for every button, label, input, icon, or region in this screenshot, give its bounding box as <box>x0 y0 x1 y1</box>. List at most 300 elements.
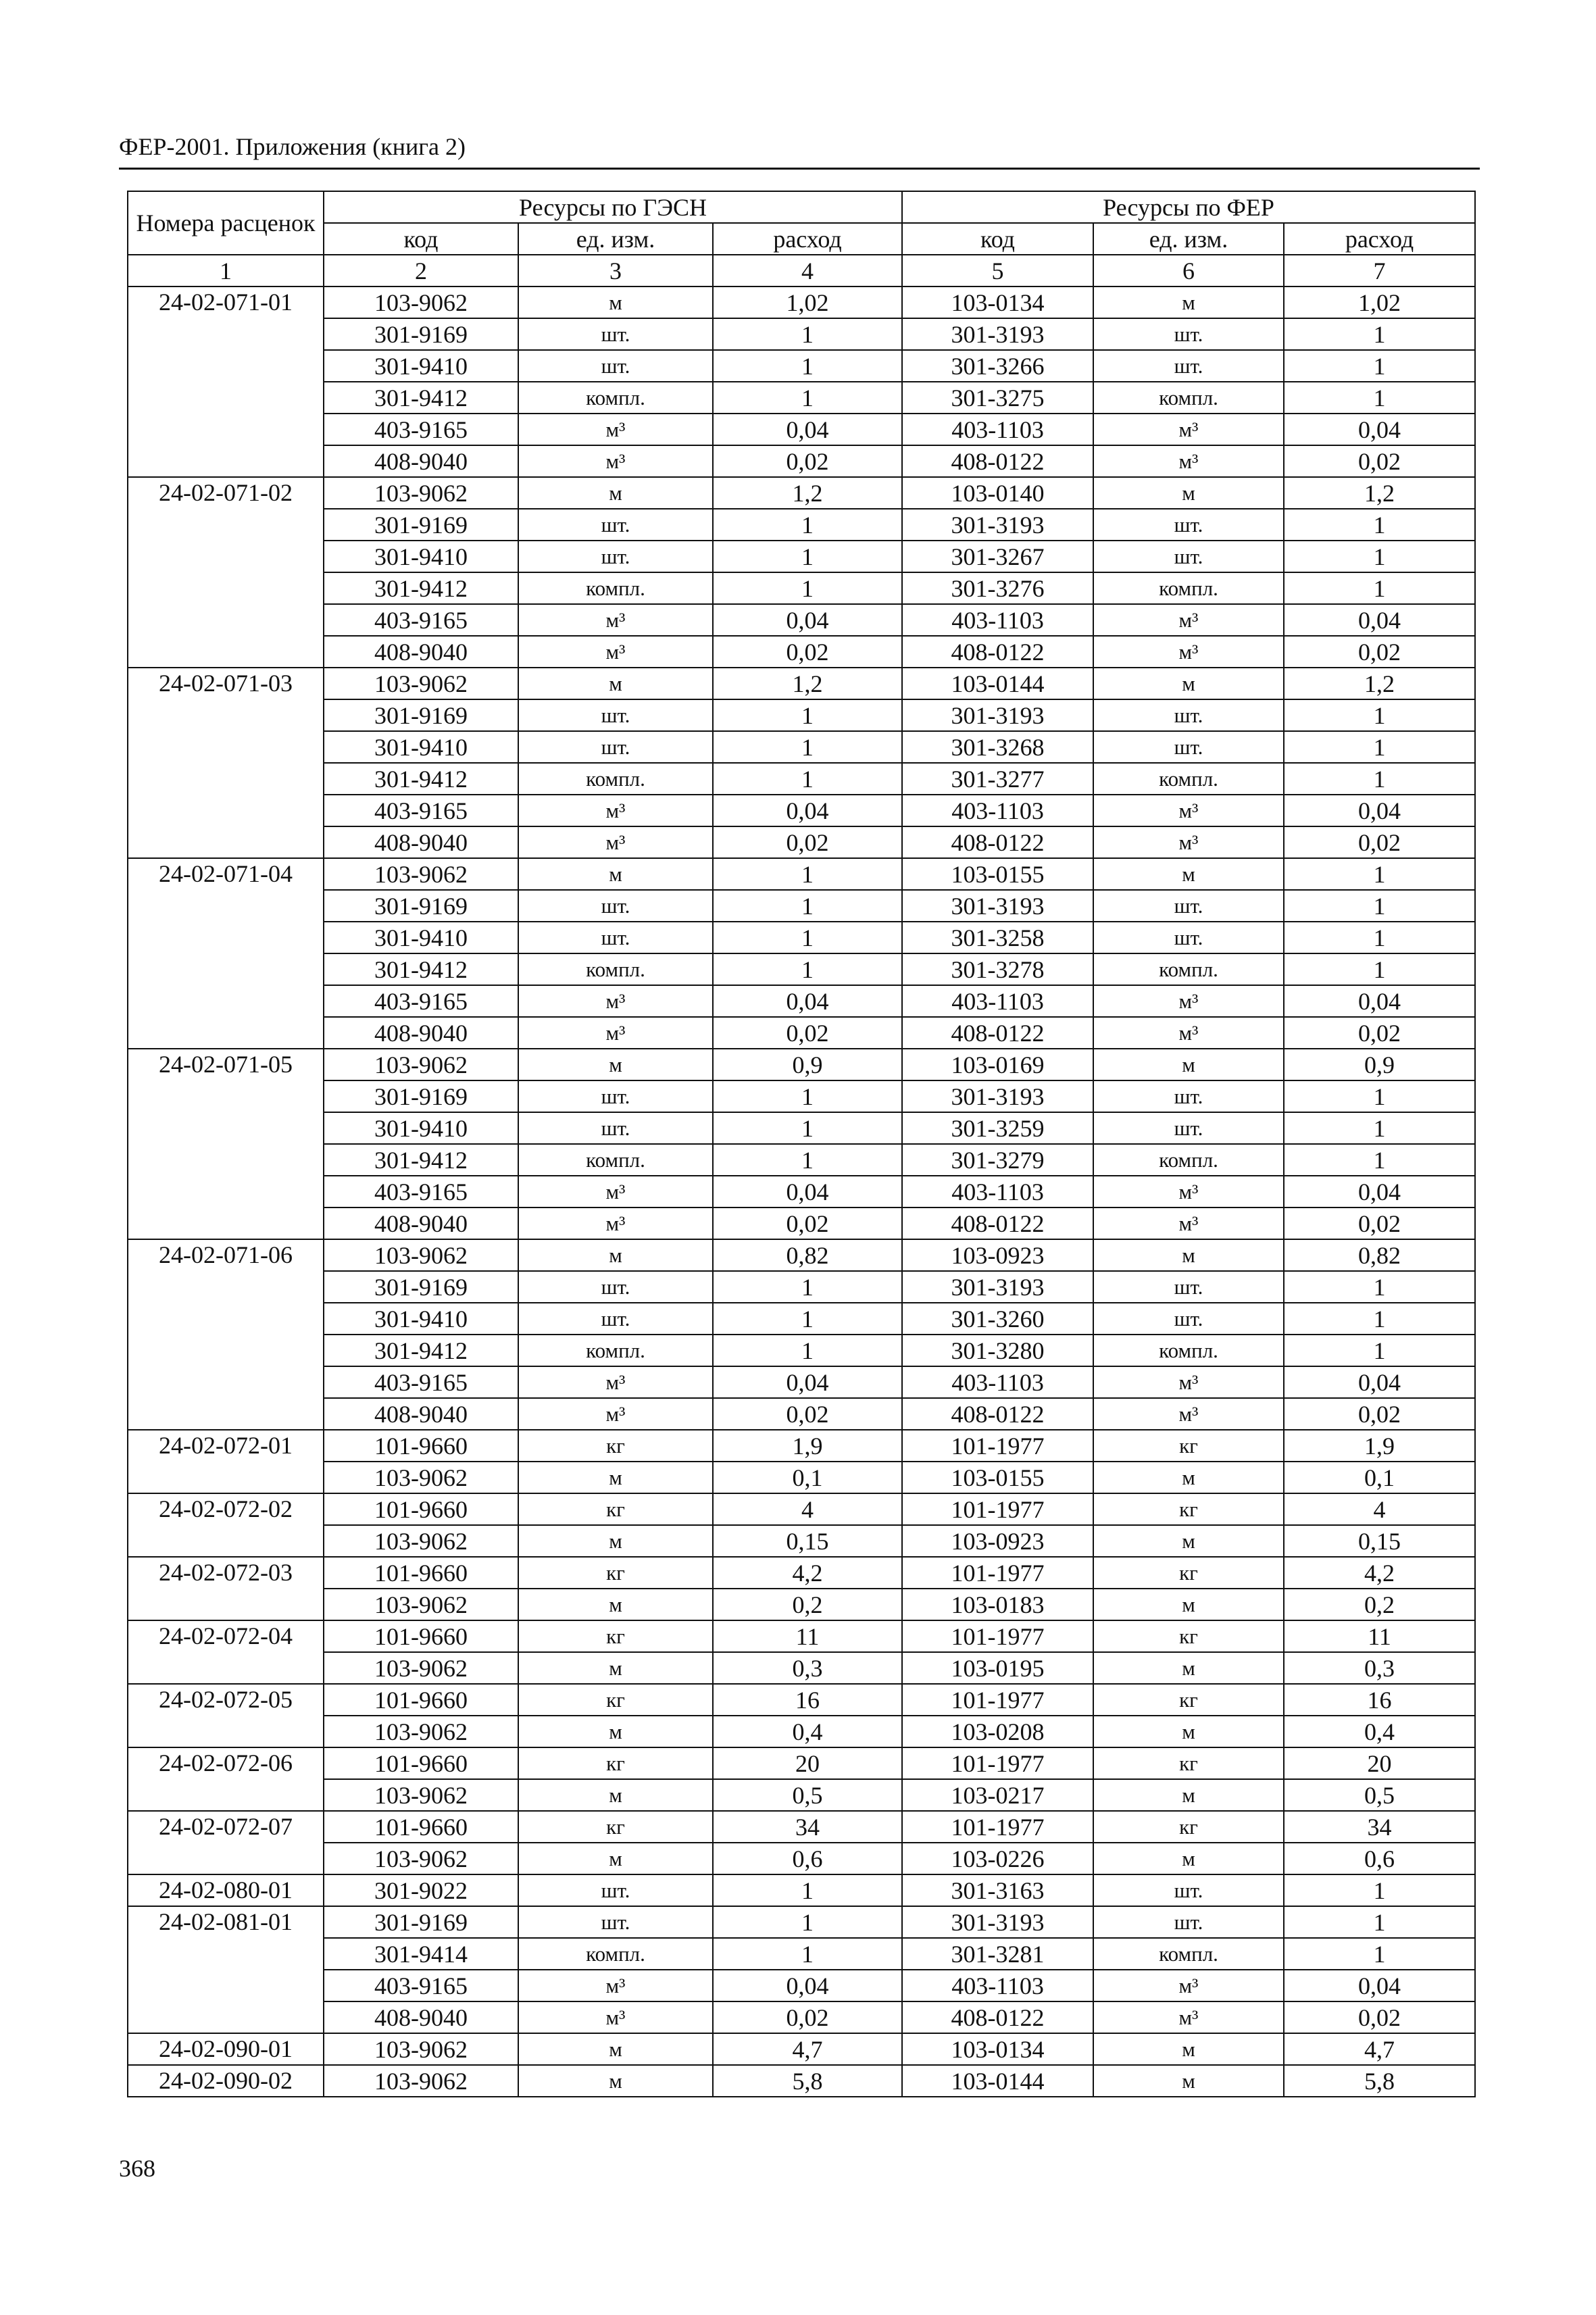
fer-qty-cell: 1 <box>1284 1303 1475 1335</box>
fer-qty-cell: 0,02 <box>1284 1208 1475 1239</box>
fer-code-cell: 301-3259 <box>902 1112 1093 1144</box>
gesn-unit-cell: м <box>518 668 713 699</box>
gesn-code-cell: 103-9062 <box>324 1239 518 1271</box>
gesn-code-cell: 403-9165 <box>324 795 518 826</box>
gesn-unit-cell: м <box>518 287 713 318</box>
col-gesn-unit: ед. изм. <box>518 223 713 255</box>
col-gesn-qty: расход <box>713 223 902 255</box>
gesn-qty-cell: 1 <box>713 318 902 350</box>
gesn-unit-cell: м³ <box>518 414 713 445</box>
fer-qty-cell: 0,04 <box>1284 1366 1475 1398</box>
fer-code-cell: 101-1977 <box>902 1747 1093 1779</box>
gesn-qty-cell: 1 <box>713 1874 902 1906</box>
gesn-code-cell: 301-9412 <box>324 1335 518 1366</box>
fer-code-cell: 301-3258 <box>902 922 1093 953</box>
fer-code-cell: 408-0122 <box>902 826 1093 858</box>
fer-unit-cell: м³ <box>1093 1366 1284 1398</box>
rate-number-cell: 24-02-072-05 <box>128 1684 324 1747</box>
gesn-code-cell: 301-9410 <box>324 541 518 572</box>
gesn-code-cell: 301-9169 <box>324 1906 518 1938</box>
fer-unit-cell: шт. <box>1093 541 1284 572</box>
gesn-unit-cell: м³ <box>518 1970 713 2001</box>
gesn-unit-cell: м <box>518 858 713 890</box>
table-row <box>128 1843 1475 1874</box>
fer-unit-cell: м <box>1093 1843 1284 1874</box>
fer-unit-cell: шт. <box>1093 509 1284 541</box>
fer-code-cell: 408-0122 <box>902 1017 1093 1049</box>
fer-qty-cell: 16 <box>1284 1684 1475 1716</box>
gesn-qty-cell: 0,02 <box>713 826 902 858</box>
gesn-qty-cell: 1,02 <box>713 287 902 318</box>
gesn-qty-cell: 1 <box>713 1112 902 1144</box>
gesn-unit-cell: м³ <box>518 1017 713 1049</box>
gesn-code-cell: 408-9040 <box>324 2001 518 2033</box>
fer-qty-cell: 1,9 <box>1284 1430 1475 1462</box>
fer-qty-cell: 20 <box>1284 1747 1475 1779</box>
gesn-unit-cell: шт. <box>518 1874 713 1906</box>
gesn-qty-cell: 0,4 <box>713 1716 902 1747</box>
gesn-qty-cell: 0,04 <box>713 985 902 1017</box>
rate-number-cell: 24-02-071-04 <box>128 858 324 1049</box>
gesn-unit-cell: компл. <box>518 953 713 985</box>
gesn-code-cell: 103-9062 <box>324 858 518 890</box>
gesn-unit-cell: кг <box>518 1684 713 1716</box>
fer-code-cell: 301-3275 <box>902 382 1093 414</box>
fer-qty-cell: 1,2 <box>1284 668 1475 699</box>
table-head <box>128 191 1475 287</box>
rate-number-cell: 24-02-072-02 <box>128 1493 324 1557</box>
gesn-qty-cell: 0,02 <box>713 636 902 668</box>
fer-qty-cell: 0,02 <box>1284 826 1475 858</box>
table-row <box>128 1176 1475 1208</box>
gesn-unit-cell: м³ <box>518 795 713 826</box>
gesn-unit-cell: шт. <box>518 699 713 731</box>
fer-unit-cell: м <box>1093 2033 1284 2065</box>
gesn-unit-cell: м <box>518 1779 713 1811</box>
table-row <box>128 1335 1475 1366</box>
gesn-qty-cell: 4,7 <box>713 2033 902 2065</box>
gesn-code-cell: 301-9022 <box>324 1874 518 1906</box>
fer-unit-cell: компл. <box>1093 763 1284 795</box>
fer-unit-cell: кг <box>1093 1430 1284 1462</box>
table-row <box>128 287 1475 318</box>
gesn-unit-cell: м <box>518 1652 713 1684</box>
table-row <box>128 1208 1475 1239</box>
gesn-unit-cell: кг <box>518 1620 713 1652</box>
fer-unit-cell: шт. <box>1093 350 1284 382</box>
gesn-qty-cell: 34 <box>713 1811 902 1843</box>
gesn-unit-cell: компл. <box>518 382 713 414</box>
fer-code-cell: 101-1977 <box>902 1684 1093 1716</box>
gesn-unit-cell: шт. <box>518 1271 713 1303</box>
table-row <box>128 985 1475 1017</box>
table-row <box>128 1970 1475 2001</box>
fer-code-cell: 301-3193 <box>902 890 1093 922</box>
gesn-code-cell: 301-9169 <box>324 1271 518 1303</box>
fer-unit-cell: м³ <box>1093 604 1284 636</box>
fer-qty-cell: 0,02 <box>1284 636 1475 668</box>
table-row <box>128 1906 1475 1938</box>
gesn-qty-cell: 1 <box>713 953 902 985</box>
fer-code-cell: 103-0144 <box>902 668 1093 699</box>
gesn-qty-cell: 1 <box>713 731 902 763</box>
gesn-code-cell: 301-9169 <box>324 1080 518 1112</box>
gesn-unit-cell: шт. <box>518 922 713 953</box>
fer-unit-cell: м³ <box>1093 795 1284 826</box>
fer-unit-cell: шт. <box>1093 1906 1284 1938</box>
gesn-code-cell: 301-9412 <box>324 572 518 604</box>
resources-table <box>127 191 1476 2097</box>
gesn-unit-cell: м <box>518 1239 713 1271</box>
gesn-qty-cell: 4 <box>713 1493 902 1525</box>
gesn-unit-cell: шт. <box>518 509 713 541</box>
fer-qty-cell: 0,04 <box>1284 795 1475 826</box>
fer-qty-cell: 1 <box>1284 382 1475 414</box>
gesn-unit-cell: компл. <box>518 572 713 604</box>
gesn-qty-cell: 1,9 <box>713 1430 902 1462</box>
table-row <box>128 1716 1475 1747</box>
fer-qty-cell: 0,3 <box>1284 1652 1475 1684</box>
gesn-qty-cell: 1 <box>713 1938 902 1970</box>
gesn-unit-cell: м <box>518 1462 713 1493</box>
fer-unit-cell: м³ <box>1093 636 1284 668</box>
gesn-qty-cell: 0,9 <box>713 1049 902 1080</box>
gesn-code-cell: 301-9169 <box>324 509 518 541</box>
gesn-qty-cell: 1 <box>713 922 902 953</box>
gesn-code-cell: 103-9062 <box>324 1049 518 1080</box>
fer-unit-cell: м <box>1093 287 1284 318</box>
fer-code-cell: 301-3266 <box>902 350 1093 382</box>
gesn-qty-cell: 0,6 <box>713 1843 902 1874</box>
gesn-code-cell: 103-9062 <box>324 668 518 699</box>
fer-code-cell: 103-0217 <box>902 1779 1093 1811</box>
fer-qty-cell: 11 <box>1284 1620 1475 1652</box>
rate-number-cell: 24-02-090-02 <box>128 2065 324 2097</box>
gesn-unit-cell: шт. <box>518 1080 713 1112</box>
fer-code-cell: 301-3279 <box>902 1144 1093 1176</box>
fer-unit-cell: компл. <box>1093 572 1284 604</box>
gesn-code-cell: 101-9660 <box>324 1620 518 1652</box>
table-row <box>128 1620 1475 1652</box>
gesn-code-cell: 301-9412 <box>324 1144 518 1176</box>
table-row <box>128 953 1475 985</box>
col-number: 2 <box>324 255 518 287</box>
fer-unit-cell: шт. <box>1093 731 1284 763</box>
fer-unit-cell: м <box>1093 1462 1284 1493</box>
gesn-qty-cell: 1 <box>713 1080 902 1112</box>
gesn-code-cell: 103-9062 <box>324 1716 518 1747</box>
gesn-unit-cell: шт. <box>518 350 713 382</box>
gesn-code-cell: 103-9062 <box>324 1589 518 1620</box>
gesn-unit-cell: компл. <box>518 763 713 795</box>
fer-unit-cell: м³ <box>1093 1398 1284 1430</box>
gesn-unit-cell: м <box>518 1716 713 1747</box>
fer-code-cell: 403-1103 <box>902 1366 1093 1398</box>
fer-code-cell: 408-0122 <box>902 1398 1093 1430</box>
col-fer-unit: ед. изм. <box>1093 223 1284 255</box>
col-gesn-code: код <box>324 223 518 255</box>
gesn-unit-cell: м³ <box>518 1208 713 1239</box>
fer-unit-cell: м <box>1093 858 1284 890</box>
gesn-code-cell: 408-9040 <box>324 1398 518 1430</box>
fer-unit-cell: м³ <box>1093 1208 1284 1239</box>
fer-code-cell: 301-3193 <box>902 1271 1093 1303</box>
fer-qty-cell: 0,4 <box>1284 1716 1475 1747</box>
gesn-code-cell: 301-9412 <box>324 953 518 985</box>
fer-qty-cell: 1 <box>1284 1938 1475 1970</box>
gesn-qty-cell: 1 <box>713 1906 902 1938</box>
rate-number-cell: 24-02-080-01 <box>128 1874 324 1906</box>
gesn-unit-cell: кг <box>518 1430 713 1462</box>
table-row <box>128 699 1475 731</box>
fer-qty-cell: 1 <box>1284 541 1475 572</box>
fer-qty-cell: 0,04 <box>1284 1176 1475 1208</box>
gesn-code-cell: 301-9410 <box>324 1303 518 1335</box>
rate-number-cell: 24-02-071-06 <box>128 1239 324 1430</box>
gesn-qty-cell: 0,3 <box>713 1652 902 1684</box>
table-row <box>128 572 1475 604</box>
fer-unit-cell: м <box>1093 1652 1284 1684</box>
gesn-qty-cell: 4,2 <box>713 1557 902 1589</box>
fer-unit-cell: м³ <box>1093 826 1284 858</box>
fer-code-cell: 403-1103 <box>902 1970 1093 2001</box>
fer-code-cell: 103-0923 <box>902 1239 1093 1271</box>
fer-code-cell: 301-3281 <box>902 1938 1093 1970</box>
fer-qty-cell: 1 <box>1284 350 1475 382</box>
fer-unit-cell: м³ <box>1093 2001 1284 2033</box>
fer-qty-cell: 1 <box>1284 509 1475 541</box>
fer-qty-cell: 1 <box>1284 1906 1475 1938</box>
fer-code-cell: 103-0144 <box>902 2065 1093 2097</box>
gesn-qty-cell: 5,8 <box>713 2065 902 2097</box>
gesn-qty-cell: 1 <box>713 890 902 922</box>
gesn-unit-cell: м <box>518 1525 713 1557</box>
gesn-code-cell: 101-9660 <box>324 1747 518 1779</box>
fer-qty-cell: 5,8 <box>1284 2065 1475 2097</box>
fer-code-cell: 103-0155 <box>902 858 1093 890</box>
fer-code-cell: 101-1977 <box>902 1811 1093 1843</box>
fer-unit-cell: м <box>1093 668 1284 699</box>
table-row <box>128 668 1475 699</box>
gesn-unit-cell: м³ <box>518 604 713 636</box>
gesn-unit-cell: м³ <box>518 826 713 858</box>
fer-qty-cell: 1 <box>1284 858 1475 890</box>
fer-unit-cell: кг <box>1093 1811 1284 1843</box>
gesn-qty-cell: 0,04 <box>713 1366 902 1398</box>
fer-qty-cell: 1 <box>1284 1271 1475 1303</box>
fer-qty-cell: 0,9 <box>1284 1049 1475 1080</box>
fer-code-cell: 103-0208 <box>902 1716 1093 1747</box>
gesn-unit-cell: шт. <box>518 318 713 350</box>
gesn-code-cell: 301-9169 <box>324 318 518 350</box>
fer-unit-cell: кг <box>1093 1557 1284 1589</box>
fer-qty-cell: 0,04 <box>1284 985 1475 1017</box>
table-row <box>128 1112 1475 1144</box>
gesn-qty-cell: 1 <box>713 1144 902 1176</box>
gesn-code-cell: 301-9169 <box>324 699 518 731</box>
fer-code-cell: 403-1103 <box>902 1176 1093 1208</box>
fer-code-cell: 101-1977 <box>902 1557 1093 1589</box>
fer-unit-cell: м³ <box>1093 1017 1284 1049</box>
fer-unit-cell: м³ <box>1093 985 1284 1017</box>
gesn-qty-cell: 0,02 <box>713 1398 902 1430</box>
gesn-unit-cell: м³ <box>518 636 713 668</box>
table-row <box>128 318 1475 350</box>
fer-qty-cell: 0,2 <box>1284 1589 1475 1620</box>
gesn-qty-cell: 0,82 <box>713 1239 902 1271</box>
rate-number-cell: 24-02-081-01 <box>128 1906 324 2033</box>
fer-code-cell: 101-1977 <box>902 1493 1093 1525</box>
col-number: 5 <box>902 255 1093 287</box>
fer-qty-cell: 1 <box>1284 572 1475 604</box>
table-row <box>128 1017 1475 1049</box>
gesn-unit-cell: м <box>518 2033 713 2065</box>
fer-unit-cell: шт. <box>1093 922 1284 953</box>
col-fer-qty: расход <box>1284 223 1475 255</box>
fer-unit-cell: компл. <box>1093 382 1284 414</box>
fer-code-cell: 403-1103 <box>902 604 1093 636</box>
gesn-code-cell: 403-9165 <box>324 1970 518 2001</box>
gesn-code-cell: 103-9062 <box>324 477 518 509</box>
table-row <box>128 1525 1475 1557</box>
fer-code-cell: 301-3276 <box>902 572 1093 604</box>
fer-qty-cell: 0,5 <box>1284 1779 1475 1811</box>
fer-qty-cell: 0,15 <box>1284 1525 1475 1557</box>
fer-code-cell: 403-1103 <box>902 414 1093 445</box>
page-number: 368 <box>119 2155 155 2182</box>
table-row <box>128 1938 1475 1970</box>
fer-unit-cell: шт. <box>1093 1303 1284 1335</box>
gesn-code-cell: 408-9040 <box>324 445 518 477</box>
table-row <box>128 1430 1475 1462</box>
gesn-unit-cell: м³ <box>518 445 713 477</box>
table-row <box>128 795 1475 826</box>
gesn-unit-cell: м <box>518 1843 713 1874</box>
gesn-unit-cell: кг <box>518 1557 713 1589</box>
fer-code-cell: 301-3193 <box>902 1080 1093 1112</box>
col-rate-numbers: Номера расценок <box>128 191 324 255</box>
fer-qty-cell: 0,02 <box>1284 1398 1475 1430</box>
gesn-qty-cell: 0,02 <box>713 1017 902 1049</box>
rate-number-cell: 24-02-072-01 <box>128 1430 324 1493</box>
fer-code-cell: 408-0122 <box>902 2001 1093 2033</box>
fer-unit-cell: кг <box>1093 1684 1284 1716</box>
gesn-qty-cell: 16 <box>713 1684 902 1716</box>
table-row <box>128 477 1475 509</box>
fer-code-cell: 301-3280 <box>902 1335 1093 1366</box>
fer-code-cell: 301-3193 <box>902 509 1093 541</box>
fer-unit-cell: м <box>1093 1525 1284 1557</box>
fer-unit-cell: шт. <box>1093 1080 1284 1112</box>
fer-qty-cell: 1 <box>1284 1112 1475 1144</box>
fer-code-cell: 103-0183 <box>902 1589 1093 1620</box>
table-row <box>128 1779 1475 1811</box>
table-row <box>128 382 1475 414</box>
gesn-unit-cell: шт. <box>518 731 713 763</box>
fer-code-cell: 103-0169 <box>902 1049 1093 1080</box>
gesn-unit-cell: м³ <box>518 1176 713 1208</box>
table-row <box>128 890 1475 922</box>
fer-qty-cell: 1 <box>1284 699 1475 731</box>
gesn-qty-cell: 0,02 <box>713 1208 902 1239</box>
gesn-qty-cell: 1,2 <box>713 477 902 509</box>
page-header: ФЕР-2001. Приложения (книга 2) <box>119 133 466 160</box>
table-row <box>128 1493 1475 1525</box>
fer-unit-cell: шт. <box>1093 890 1284 922</box>
gesn-qty-cell: 1 <box>713 350 902 382</box>
gesn-code-cell: 403-9165 <box>324 985 518 1017</box>
gesn-unit-cell: шт. <box>518 1906 713 1938</box>
fer-unit-cell: м³ <box>1093 414 1284 445</box>
fer-unit-cell: кг <box>1093 1493 1284 1525</box>
gesn-unit-cell: м³ <box>518 2001 713 2033</box>
col-number: 3 <box>518 255 713 287</box>
fer-code-cell: 301-3278 <box>902 953 1093 985</box>
gesn-code-cell: 103-9062 <box>324 2065 518 2097</box>
gesn-unit-cell: кг <box>518 1493 713 1525</box>
col-number: 1 <box>128 255 324 287</box>
fer-qty-cell: 4,2 <box>1284 1557 1475 1589</box>
gesn-unit-cell: м³ <box>518 1398 713 1430</box>
gesn-code-cell: 403-9165 <box>324 1176 518 1208</box>
table-row <box>128 1652 1475 1684</box>
gesn-code-cell: 101-9660 <box>324 1684 518 1716</box>
gesn-qty-cell: 1 <box>713 382 902 414</box>
fer-unit-cell: м <box>1093 1239 1284 1271</box>
gesn-unit-cell: кг <box>518 1747 713 1779</box>
fer-unit-cell: м³ <box>1093 445 1284 477</box>
gesn-code-cell: 103-9062 <box>324 1779 518 1811</box>
gesn-qty-cell: 0,04 <box>713 795 902 826</box>
gesn-qty-cell: 0,15 <box>713 1525 902 1557</box>
fer-qty-cell: 34 <box>1284 1811 1475 1843</box>
gesn-code-cell: 403-9165 <box>324 1366 518 1398</box>
gesn-unit-cell: м <box>518 1049 713 1080</box>
fer-unit-cell: компл. <box>1093 1144 1284 1176</box>
gesn-code-cell: 301-9410 <box>324 1112 518 1144</box>
gesn-code-cell: 301-9412 <box>324 763 518 795</box>
fer-code-cell: 301-3277 <box>902 763 1093 795</box>
fer-qty-cell: 1 <box>1284 890 1475 922</box>
fer-qty-cell: 1 <box>1284 953 1475 985</box>
gesn-code-cell: 301-9410 <box>324 350 518 382</box>
table-row <box>128 1366 1475 1398</box>
group-fer: Ресурсы по ФЕР <box>902 191 1475 223</box>
gesn-qty-cell: 1 <box>713 541 902 572</box>
fer-code-cell: 103-0134 <box>902 2033 1093 2065</box>
gesn-qty-cell: 0,1 <box>713 1462 902 1493</box>
gesn-unit-cell: компл. <box>518 1938 713 1970</box>
gesn-qty-cell: 1 <box>713 1303 902 1335</box>
table-row <box>128 1684 1475 1716</box>
fer-qty-cell: 4,7 <box>1284 2033 1475 2065</box>
fer-code-cell: 301-3163 <box>902 1874 1093 1906</box>
gesn-code-cell: 301-9412 <box>324 382 518 414</box>
table-row <box>128 1080 1475 1112</box>
gesn-qty-cell: 20 <box>713 1747 902 1779</box>
fer-unit-cell: шт. <box>1093 1112 1284 1144</box>
fer-unit-cell: шт. <box>1093 1271 1284 1303</box>
fer-code-cell: 103-0155 <box>902 1462 1093 1493</box>
rate-number-cell: 24-02-072-06 <box>128 1747 324 1811</box>
rate-number-cell: 24-02-071-01 <box>128 287 324 477</box>
fer-unit-cell: компл. <box>1093 1938 1284 1970</box>
gesn-qty-cell: 0,04 <box>713 414 902 445</box>
gesn-code-cell: 103-9062 <box>324 1462 518 1493</box>
fer-unit-cell: шт. <box>1093 699 1284 731</box>
fer-unit-cell: м³ <box>1093 1970 1284 2001</box>
gesn-code-cell: 103-9062 <box>324 2033 518 2065</box>
